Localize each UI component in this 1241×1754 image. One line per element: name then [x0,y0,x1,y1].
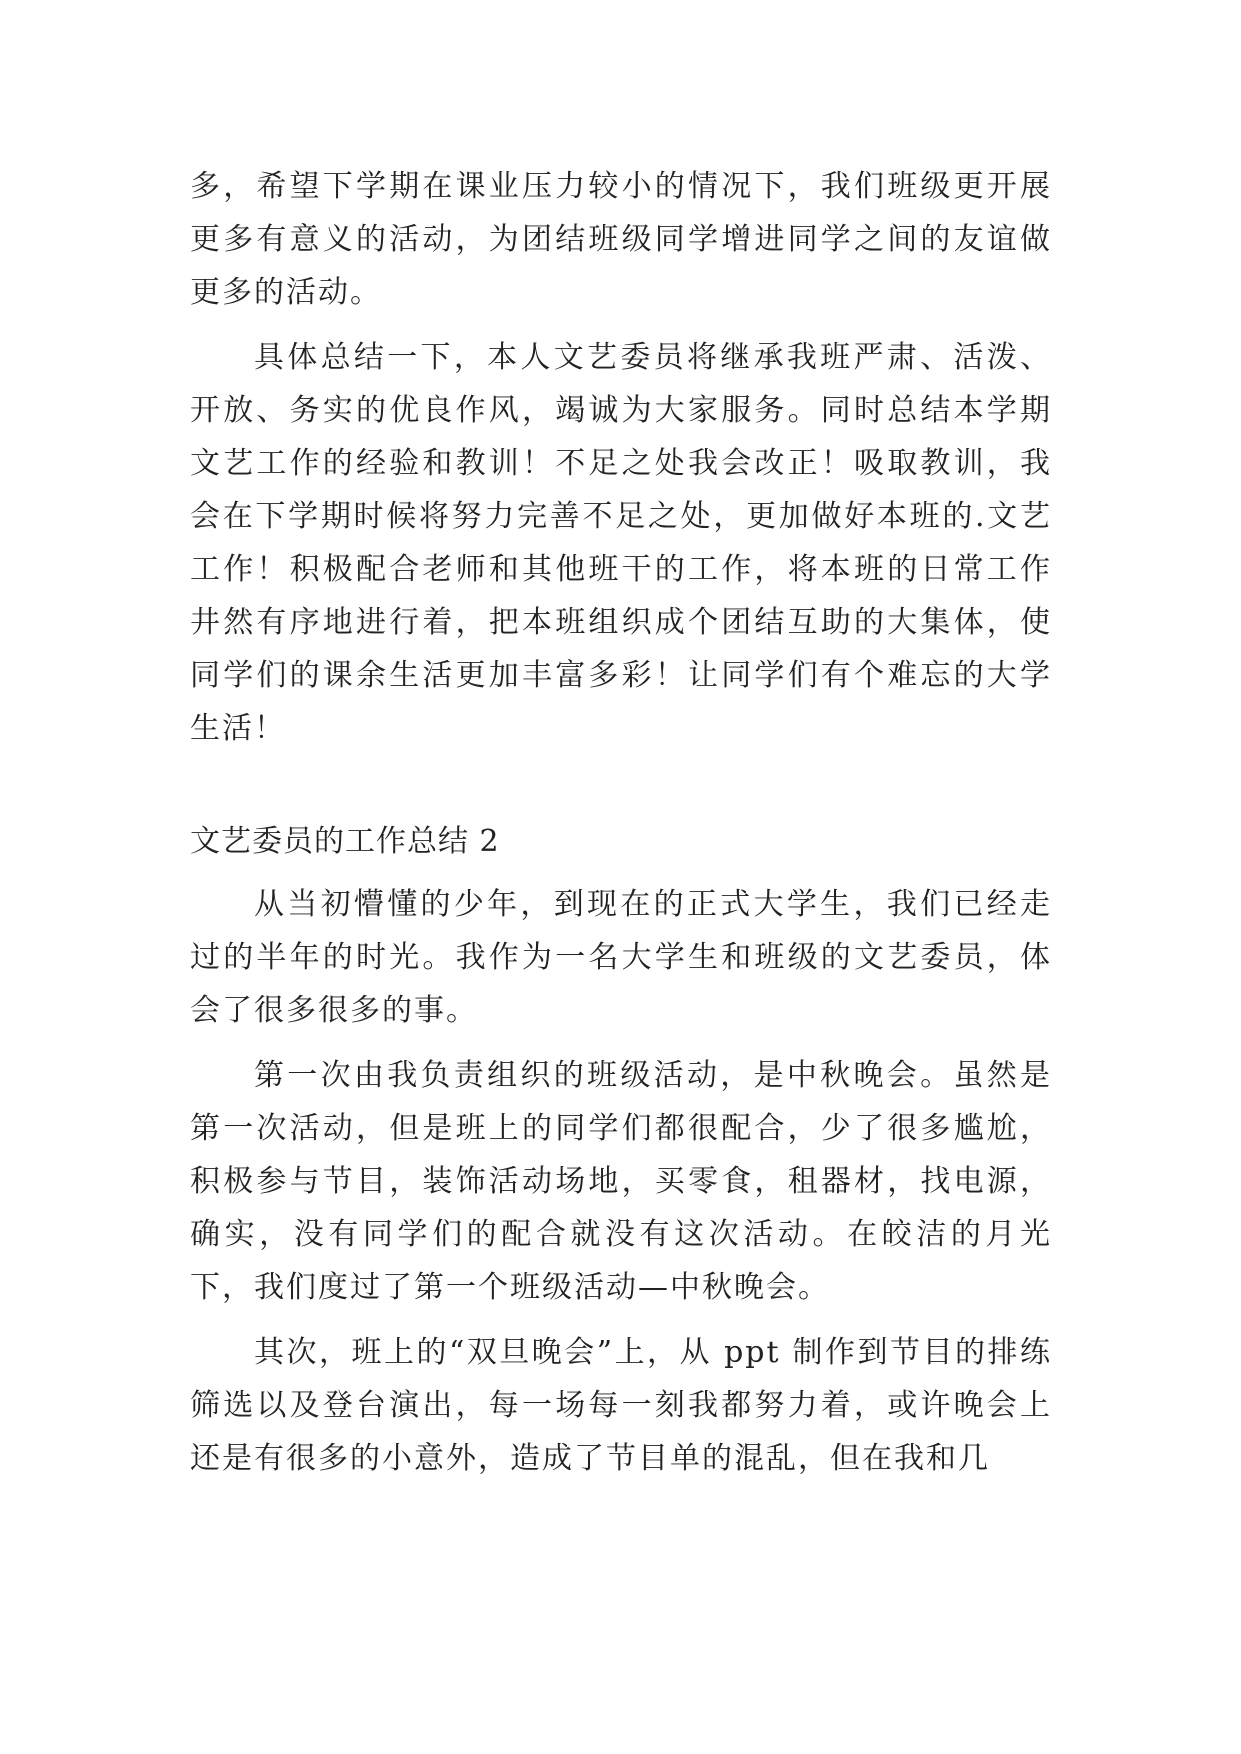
document-body [190,160,1052,1497]
paragraph-intro: 从当初懵懂的少年，到现在的正式大学生，我们已经走过的半年的时光。我作为一名大学生和班级的文艺委员，体会了很多很多的事。 [190,887,1052,1028]
paragraph-new-year: 其次，班上的“双旦晚会”上，从 ppt 制作到节目的排练筛选以及登台演出，每一场每一刻我都努力着，或许晚会上还是有很多的小意外，造成了节目单的混乱，但在我和几 [190,1335,1052,1476]
paragraph-continued: 多，希望下学期在课业压力较小的情况下，我们班级更开展更多有意义的活动，为团结班级同学增进同学之间的友谊做更多的活动。 [190,169,1052,310]
paragraph-mid-autumn: 第一次由我负责组织的班级活动，是中秋晚会。虽然是第一次活动，但是班上的同学们都很配合，少了很多尴尬，积极参与节目，装饰活动场地，买零食，租器材，找电源，确实，没有同学们的配合就没有这次活动。在皎洁的月光下，我们度过了第一个班级活动—中秋晚会。 [190,1058,1052,1305]
section-title: 文艺委员的工作总结 2 [190,824,500,859]
paragraph-summary: 具体总结一下，本人文艺委员将继承我班严肃、活泼、开放、务实的优良作风，竭诚为大家服务。同时总结本学期文艺工作的经验和教训！不足之处我会改正！吸取教训，我会在下学期时候将努力完善不足之处，更加做好本班的.文艺工作！积极配合老师和其他班干的工作，将本班的日常工作井然有序地进行着，把本班组织成个团结互助的大集体，使同学们的课余生活更加丰富多彩！让同学们有个难忘的大学生活！ [190,340,1052,746]
